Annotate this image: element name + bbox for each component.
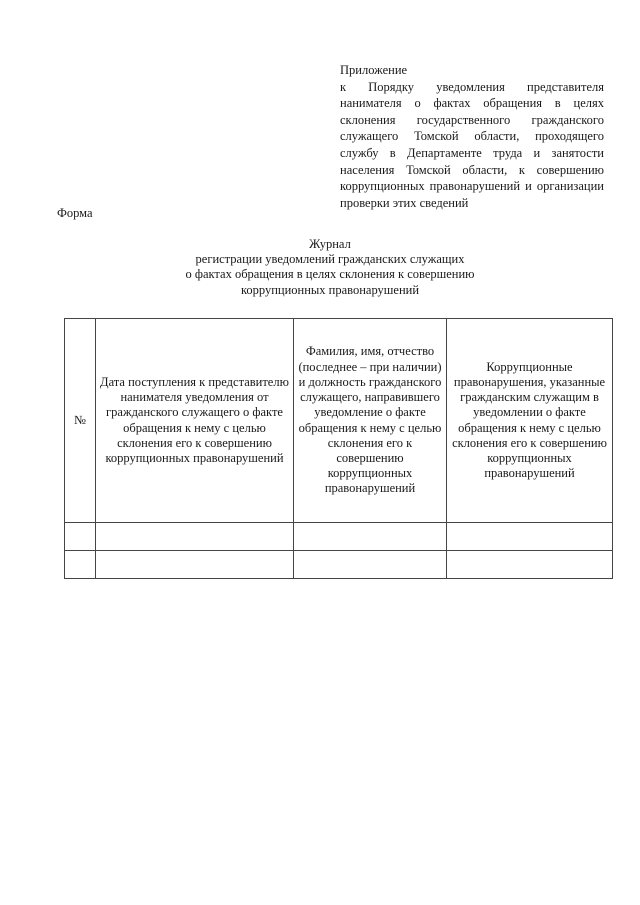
appendix-text: к Порядку уведомления представителя нанимателя о фактах обращения в целях склонения государственного гражданского служащего Томской области, проходящего службу в Департаменте труда и занятости населения Томской области, к совершению коррупционных правонарушений и организации проверки этих сведений xyxy=(340,79,604,210)
table-cell xyxy=(65,523,96,551)
journal-title xyxy=(40,237,620,298)
column-header-offenses: Коррупционные правонарушения, указанные гражданским служащим в уведомлении о факте обращения к нему с целью склонения его к совершению коррупционных правонарушений xyxy=(447,319,613,523)
column-header-receipt-date: Дата поступления к представителю нанимателя уведомления от гражданского служащего о факте обращения к нему с целью склонения его к совершению коррупционных правонарушений xyxy=(96,319,294,523)
table-cell xyxy=(65,551,96,579)
column-header-employee-name: Фамилия, имя, отчество (последнее – при наличии) и должность гражданского служащего, направившего уведомление о факте обращения к нему с целью склонения его к совершению коррупционных правонарушений xyxy=(294,319,447,523)
journal-title-line: Журнал xyxy=(309,237,351,251)
registration-table xyxy=(64,318,613,579)
table-cell xyxy=(96,523,294,551)
table-cell xyxy=(96,551,294,579)
table-cell xyxy=(447,551,613,579)
table-cell xyxy=(294,523,447,551)
table-row xyxy=(65,551,613,579)
appendix-title: Приложение xyxy=(340,63,408,77)
table-row xyxy=(65,523,613,551)
appendix-block xyxy=(340,62,604,211)
journal-title-line: о фактах обращения в целях склонения к совершению xyxy=(185,267,475,282)
column-header-number: № xyxy=(65,319,96,523)
form-label: Форма xyxy=(57,206,93,220)
journal-title-line: регистрации уведомлений гражданских служащих xyxy=(195,252,465,267)
table-cell xyxy=(447,523,613,551)
table-cell xyxy=(294,551,447,579)
journal-title-line: коррупционных правонарушений xyxy=(240,282,420,297)
table-header-row xyxy=(65,319,613,523)
